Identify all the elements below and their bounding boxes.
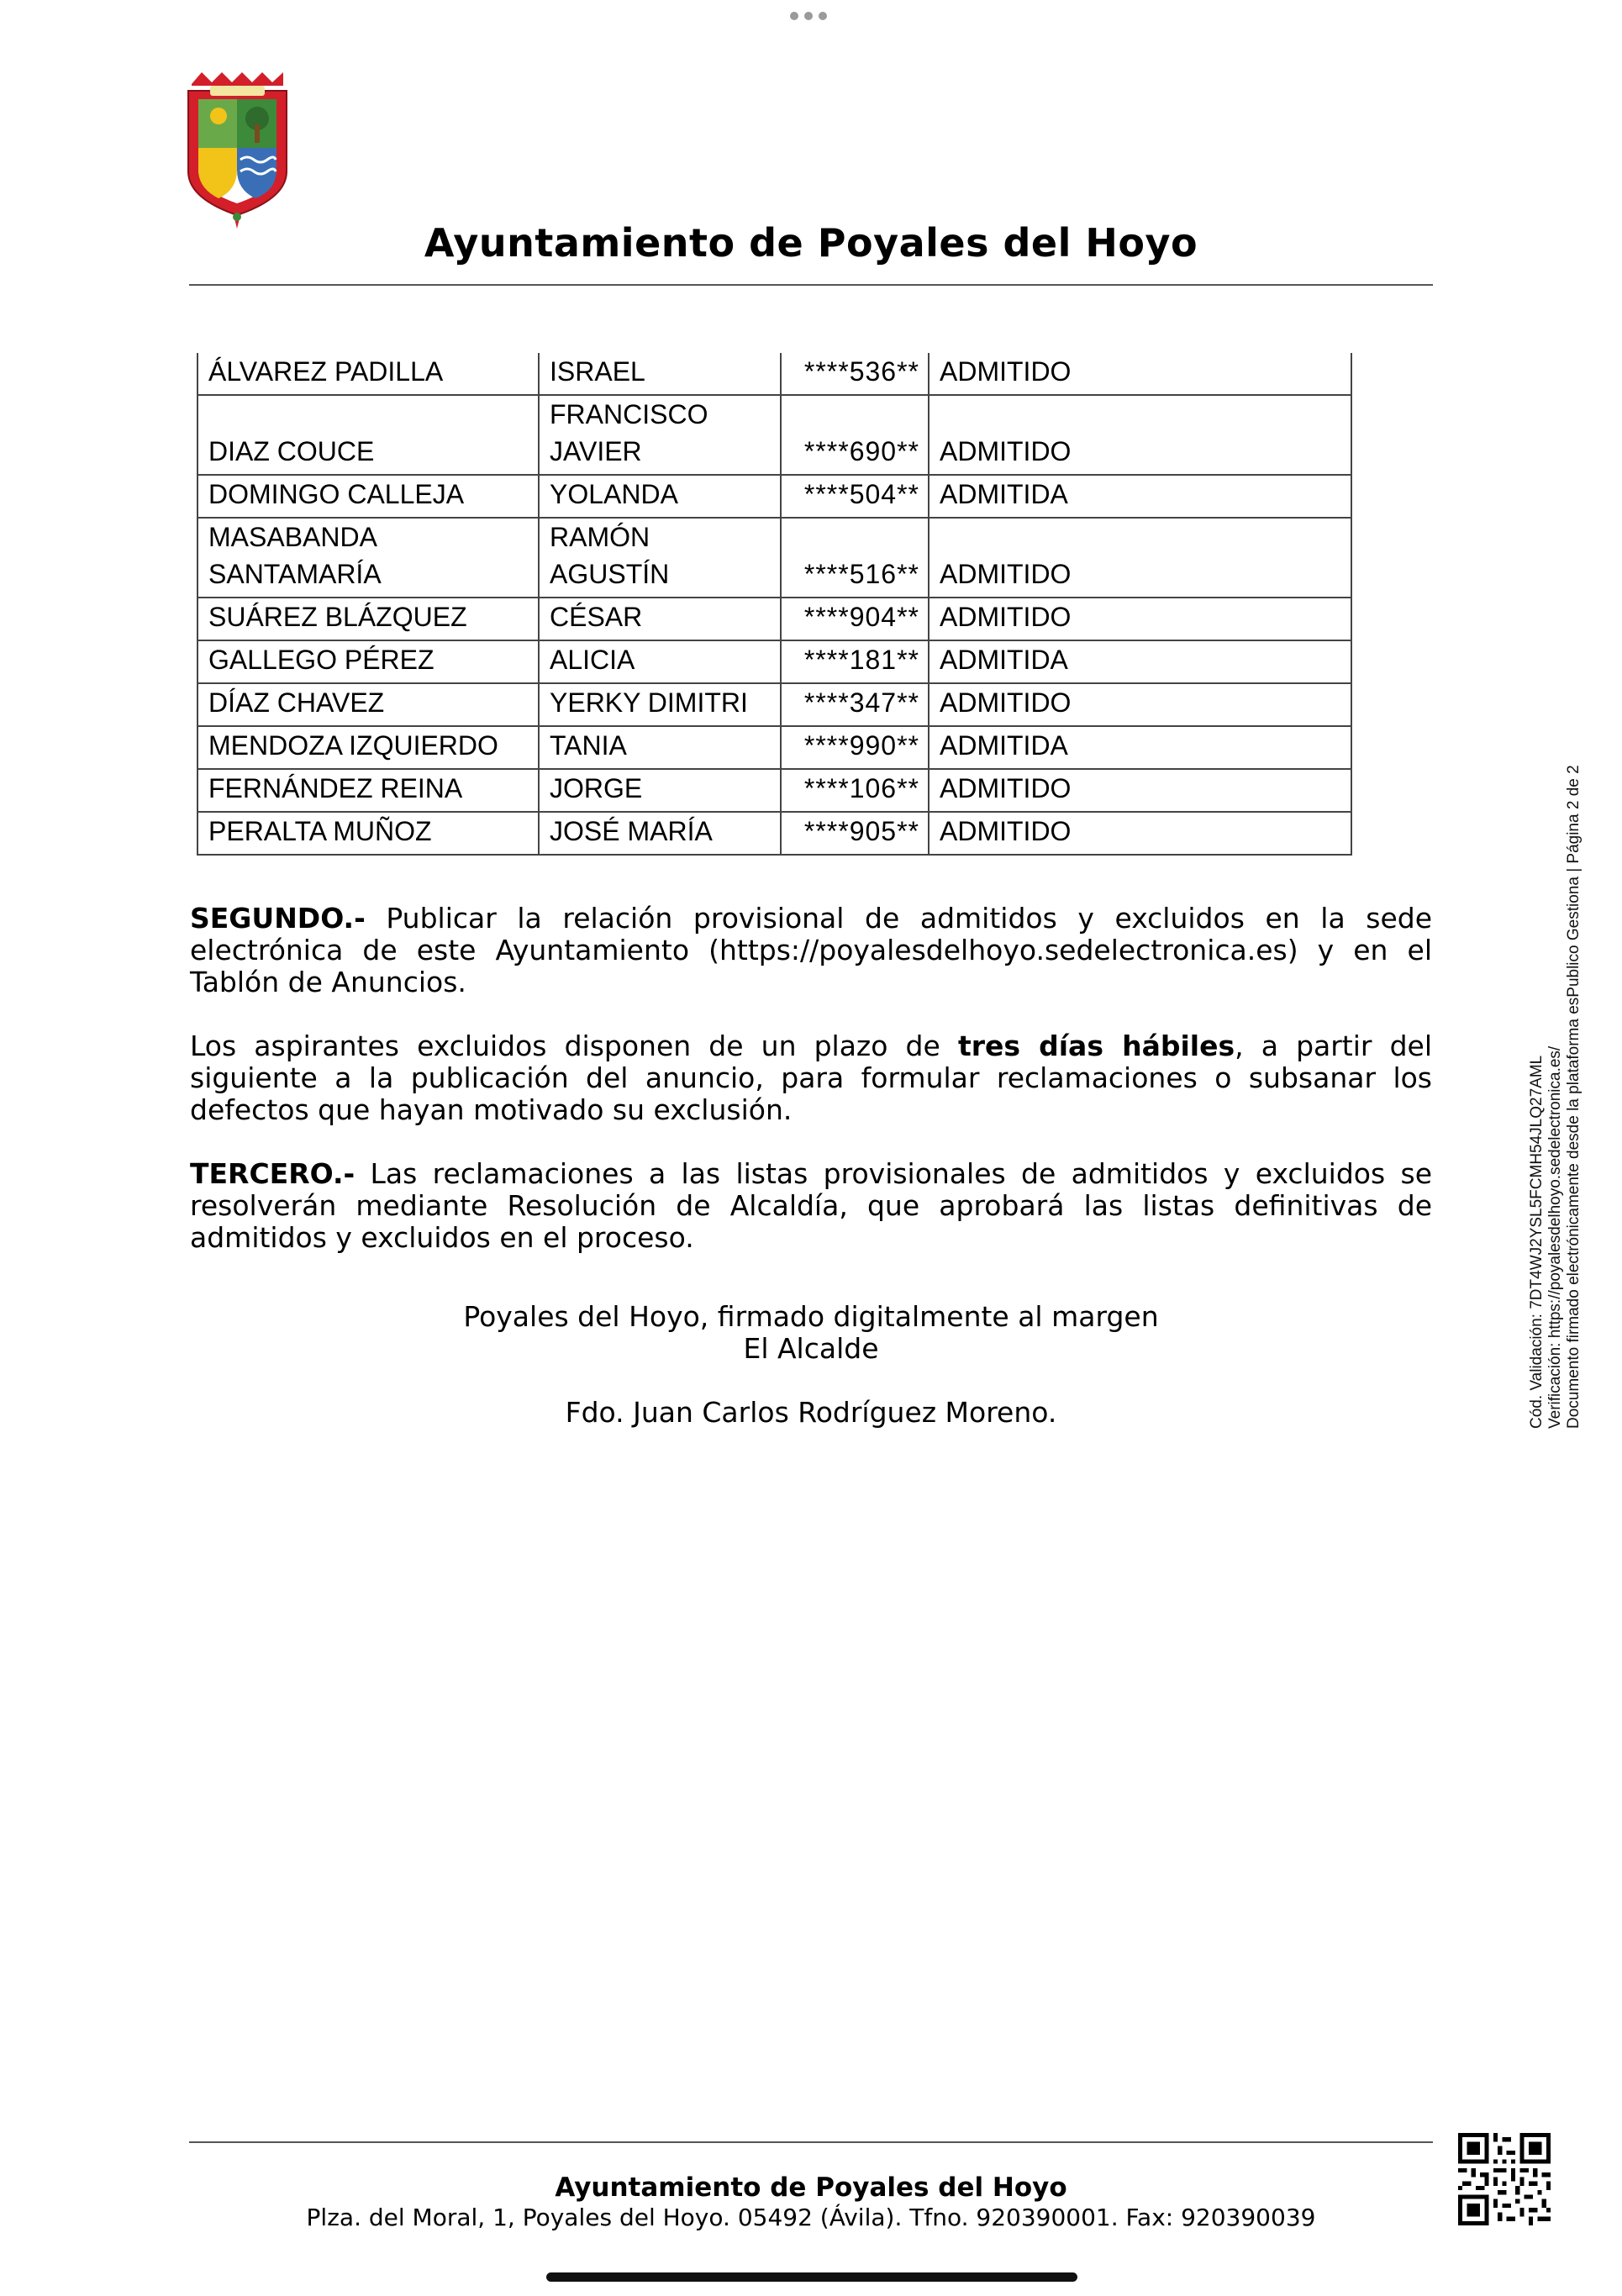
signatory-role: El Alcalde [743,1332,879,1365]
id-cell: ****516** [781,518,929,598]
deadline-bold: tres días hábiles [957,1030,1235,1062]
deadline-text-after: , a partir del siguiente a la publicación del anuncio, para formular reclamaciones o subsanar los defectos que hayan motivado su exclusión. [190,1030,1433,1126]
table-row [197,353,1351,395]
surname-cell: ÁLVAREZ PADILLA [197,353,539,395]
surname-cell: GALLEGO PÉREZ [197,640,539,683]
name-cell: YOLANDA [539,475,781,518]
table-row [197,518,1351,598]
surname-cell: DÍAZ CHAVEZ [197,683,539,726]
surname-cell: PERALTA MUÑOZ [197,812,539,855]
surname-cell: FERNÁNDEZ REINA [197,769,539,812]
footer-divider [189,2141,1433,2143]
name-cell: ISRAEL [539,353,781,395]
name-cell: FRANCISCO JAVIER [539,395,781,475]
table-row [197,726,1351,769]
deadline-paragraph [190,1030,1432,1126]
id-cell: ****536** [781,353,929,395]
surname-cell: DIAZ COUCE [197,395,539,475]
name-cell: ALICIA [539,640,781,683]
table-row [197,475,1351,518]
surname-cell: MASABANDA SANTAMARÍA [197,518,539,598]
table-row [197,395,1351,475]
tercero-heading: TERCERO.- [190,1157,355,1190]
surname-cell: SUÁREZ BLÁZQUEZ [197,598,539,640]
closing-block [0,1301,1622,1429]
id-cell: ****106** [781,769,929,812]
tercero-paragraph [190,1158,1432,1254]
status-cell: ADMITIDA [929,475,1351,518]
name-cell: JORGE [539,769,781,812]
name-cell: TANIA [539,726,781,769]
validation-code: Cód. Validación: 7DT4WJ2YSL5FCMH54JLQ27AML [1528,1055,1546,1429]
verification-url: Verificación: https://poyalesdelhoyo.sedelectronica.es/ [1546,1045,1564,1429]
segundo-text: Publicar la relación provisional de admitidos y excluidos en la sede electrónica de este Ayuntamiento (https://poyalesdelhoyo.sedelectronica.es) y en el Tablón de Anuncios. [190,902,1432,998]
status-cell: ADMITIDO [929,683,1351,726]
table-row [197,769,1351,812]
name-cell: RAMÓN AGUSTÍN [539,518,781,598]
id-cell: ****347** [781,683,929,726]
id-cell: ****904** [781,598,929,640]
id-cell: ****905** [781,812,929,855]
admitted-candidates-table [197,353,1352,856]
status-cell: ADMITIDA [929,640,1351,683]
status-cell: ADMITIDO [929,769,1351,812]
signature-line: Fdo. Juan Carlos Rodríguez Moreno. [565,1396,1057,1429]
status-cell: ADMITIDO [929,353,1351,395]
status-cell: ADMITIDO [929,395,1351,475]
status-cell: ADMITIDO [929,518,1351,598]
footer-title: Ayuntamiento de Poyales del Hoyo [555,2172,1067,2203]
name-cell: CÉSAR [539,598,781,640]
surname-cell: MENDOZA IZQUIERDO [197,726,539,769]
table-row [197,812,1351,855]
id-cell: ****181** [781,640,929,683]
name-cell: JOSÉ MARÍA [539,812,781,855]
header-divider [189,284,1433,286]
table-row [197,598,1351,640]
table-row [197,683,1351,726]
signature-platform-note: Documento firmado electrónicamente desde la plataforma esPublico Gestiona | Página 2 de 2 [1565,765,1583,1429]
segundo-heading: SEGUNDO.- [190,902,366,935]
tercero-text: Las reclamaciones a las listas provisionales de admitidos y excluidos se resolverán mediante Resolución de Alcaldía, que aprobará las listas definitivas de admitidos y excluidos en el proceso. [190,1157,1432,1254]
surname-cell: DOMINGO CALLEJA [197,475,539,518]
name-cell: YERKY DIMITRI [539,683,781,726]
coat-of-arms-logo [185,72,290,229]
place-line: Poyales del Hoyo, firmado digitalmente al margen [463,1300,1159,1333]
footer-address: Plza. del Moral, 1, Poyales del Hoyo. 05492 (Ávila). Tfno. 920390001. Fax: 920390039 [306,2204,1316,2231]
id-cell: ****690** [781,395,929,475]
validation-sidebar [1528,765,1583,1429]
status-cell: ADMITIDA [929,726,1351,769]
home-indicator-bar[interactable] [546,2272,1077,2282]
closing-spacer [0,1365,1622,1397]
status-cell: ADMITIDO [929,598,1351,640]
id-cell: ****990** [781,726,929,769]
document-title: Ayuntamiento de Poyales del Hoyo [424,220,1198,266]
status-cell: ADMITIDO [929,812,1351,855]
id-cell: ****504** [781,475,929,518]
more-options-icon[interactable] [790,12,827,20]
deadline-text-before: Los aspirantes excluidos disponen de un plazo de [190,1030,958,1062]
table-row [197,640,1351,683]
segundo-paragraph [190,903,1432,998]
